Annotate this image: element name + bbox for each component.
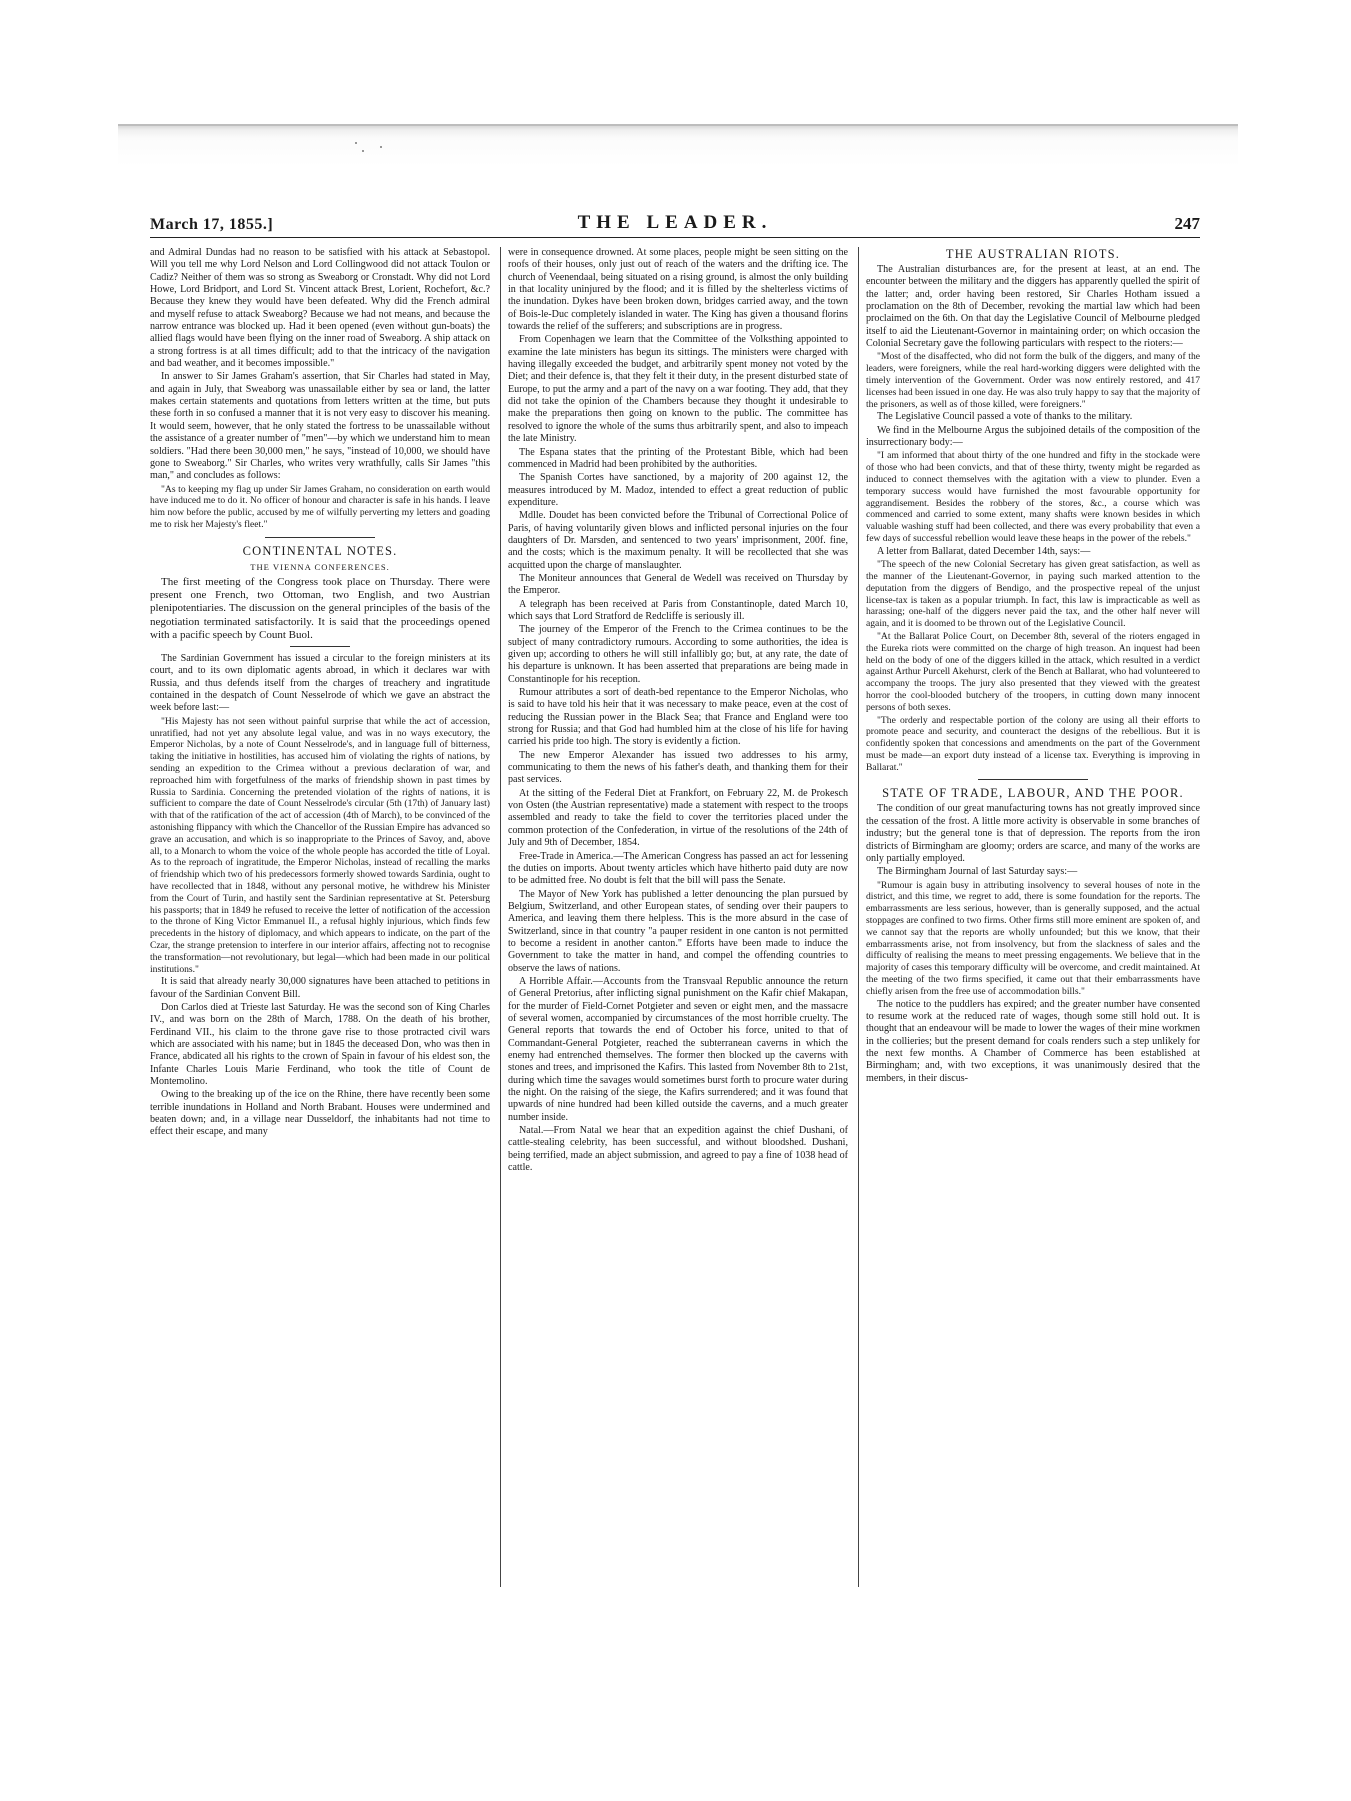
paragraph: A telegraph has been received at Paris from Constantinople, dated March 10, which says that Lord Stratford de Redcliffe is seriously ill. [508,598,848,622]
paragraph: A letter from Ballarat, dated December 14th, says:— [877,545,1091,557]
scan-speck [355,142,357,144]
section-rule [290,646,350,647]
paragraph: Free-Trade in America.—The American Congress has passed an act for lessening the duties on imports. About twenty articles which have hitherto paid duty are now to be admitted free. No doubt is felt that the bill will pass the Senate. [508,850,848,887]
column-2 [508,247,848,1175]
quoted-paragraph: "The speech of the new Colonial Secretary has given great satisfaction, as well as the manner of the Lieutenant-Governor, in paying such marked attention to the deputation from the diggers of Bendigo, and the prospective repeal of the unjust license-tax is taken as a popular triumph. In fact, this law is impracticable as well as harassing; one-half of the diggers never paid the tax, and the other half never will again, and it is doomed to be thrown out of the Legislative Council. [866,559,1200,630]
paragraph: From Copenhagen we learn that the Committee of the Volksthing appointed to examine the late ministers has begun its sittings. The ministers were charged with having illegally exceeded the budget, and arbitrarily spent money not voted by the Diet; and their defence is, that they felt it their duty, in the present disturbed state of Europe, to put the army and a part of the navy on a war footing. They add, that they did not take the opinion of the Chambers because they thought it undesirable to make the preparations then going on known to the public. The committee has resolved to ignore the whole of the sums thus arbitrarily spent, and also to impeach the late Ministry. [508,334,848,445]
page-header [150,208,1200,238]
paragraph: In answer to Sir James Graham's assertion, that Sir Charles had stated in May, and again in July, that Sweaborg was unassailable either by sea or land, the latter makes certain statements and quotations from letters written at the time, but puts these forth in so confused a manner that it is not very easy to discover his meaning. It would seem, however, that he only stated the fortress to be unassailable without the assistance of a greater number of "men"—by which we understand him to mean soldiers. "Had there been 30,000 men," he says, "instead of 10,000, we should have gone to Sweaborg." Sir Charles, who writes very wrathfully, calls Sir James "this man," and concludes as follows: [150,371,490,482]
paragraph: The Legislative Council passed a vote of thanks to the military. [877,411,1133,423]
paragraph: The journey of the Emperor of the French to the Crimea continues to be the subject of many contradictory rumours. According to some authorities, the idea is given up; according to others he will still infallibly go; but, at any rate, the date of his departure is unknown. It has been asserted that preparations are being made in Constantinople for his reception. [508,624,848,685]
paragraph: The Sardinian Government has issued a circular to the foreign ministers at its court, and to its own diplomatic agents abroad, in which it declares war with Russia, and thus defends itself from the charges of treachery and ingratitude contained in the despatch of Count Nesselrode of which we gave an abstract the week before last:— [150,653,490,714]
scan-speck [380,146,382,148]
column-1 [150,247,490,1140]
paragraph: were in consequence drowned. At some places, people might be seen sitting on the roofs of their houses, only just out of reach of the waters and the drifting ice. The church of Veenendaal, being situated on a rising ground, is almost the only building in that locality uninjured by the flood; and it is filled by the shelterless victims of the inundation. Dykes have been broken down, bridges carried away, and the town of Bois-le-Duc completely islanded in water. The King has given a thousand florins towards the relief of the sufferers; and subscriptions are in progress. [508,247,848,333]
quoted-paragraph: "I am informed that about thirty of the one hundred and fifty in the stockade were of those who had been convicts, and that of these thirty, twenty might be regarded as induced to connect themselves with the agitation with a view to plunder. Even a temporary success would have furnished the most favourable opportunity for aggrandisement. Besides the robbery of the stores, &c., a course which was commenced and carried to some extent, many shafts were known besides in which valuable washing stuff had been collected, and there was every probability that even a few days of successful rebellion would leave these heaps in the power of the rebels." [866,450,1200,544]
paragraph: The condition of our great manufacturing towns has not greatly improved since the cessation of the frost. A little more activity is observable in some branches of industry; but the general tone is that of depression. The reports from the iron districts of Birmingham are gloomy; orders are scarce, and many of the works are only partially employed. [866,803,1200,864]
paragraph: and Admiral Dundas had no reason to be satisfied with his attack at Sebastopol. Will you tell me why Lord Nelson and Lord Collingwood did not attack Toulon or Cadiz? Neither of them was so strong as Sweaborg or Cronstadt. Why did not Lord Howe, Lord Bridport, and Lord St. Vincent attack Brest, Lorient, Rochefort, &c.? Because they knew they would have been defeated. Why did the French admiral and myself refuse to attack Sweaborg? Because we had not means, and because the narrow entrance was blocked up. Had it been opened (even without gun-boats) the allied flags would have been flying on the inner road of Sweaborg. A ship attack on a strong fortress is at all times difficult; add to that the intricacy of the navigation and bad weather, and it becomes impossible." [150,247,490,370]
quoted-paragraph: "Most of the disaffected, who did not form the bulk of the diggers, and many of the leaders, were foreigners, while the real hard-working diggers were delighted with the timely intervention of the Government. Order was now entirely restored, and 417 licenses had been issued in one day. He was also truly happy to say that the majority of the prisoners, as well as of those killed, were foreigners." [866,351,1201,410]
paragraph: Mdlle. Doudet has been convicted before the Tribunal of Correctional Police of Paris, of having voluntarily given blows and inflicted personal injuries on the four daughters of Dr. Marsden, and sentenced to two years' imprisonment, 200f. fine, and the costs; which is the maximum penalty. It will be recollected that she was acquitted upon the charge of manslaughter. [508,510,848,571]
paragraph: The Spanish Cortes have sanctioned, by a majority of 200 against 12, the measures introduced by M. Madoz, intended to effect a great reduction of public expenditure. [508,472,848,508]
quoted-paragraph: "At the Ballarat Police Court, on December 8th, several of the rioters engaged in the Eureka riots were committed on the charge of high treason. An inquest had been held on the body of one of the diggers killed in the attack, which resulted in a verdict against Arthur Purcell Akehurst, clerk of the Bench at Ballarat, who had volunteered to accompany the troops. The jury also presented that they viewed with the greatest horror the cool-blooded butchery of the troopers, in cutting down many innocent persons of both sexes. [866,630,1200,713]
column-divider [500,247,501,1587]
paragraph: Don Carlos died at Trieste last Saturday. He was the second son of King Charles IV., and was born on the 28th of March, 1788. On the death of his brother, Ferdinand VII., his claim to the throne gave rise to those protracted civil wars which are associated with his name; but in 1845 the deceased Don, who was then in France, abdicated all his rights to the crown of Spain in favour of his eldest son, the Infante Charles Louis Marie Ferdinand, who took the title of Count de Montemolino. [150,1002,490,1088]
scan-speck [362,150,364,152]
quoted-paragraph: "The orderly and respectable portion of the colony are using all their efforts to promote peace and security, and counteract the designs of the rebellious. But it is confidently spoken that concessions and amendments on the part of the Government must be made—an export duty instead of a license tax. Everything is improving in Ballarat." [866,714,1200,773]
paragraph: Natal.—From Natal we hear that an expedition against the chief Dushani, of cattle-stealing celebrity, has been successful, and without bloodshed. Dushani, being terrified, made an abject submission, and agreed to pay a fine of 1038 head of cattle. [508,1125,848,1174]
section-heading-continental-notes: CONTINENTAL NOTES. [242,543,398,558]
paragraph: It is said that already nearly 30,000 signatures have been attached to petitions in favour of the Sardinian Convent Bill. [150,976,490,1000]
paragraph: At the sitting of the Federal Diet at Frankfort, on February 22, M. de Prokesch von Osten (the Austrian representative) made a statement with respect to the troops assembled and ready to take the field to cover the territories placed under the common protection of the Confederation, in virtue of the resolutions of the 24th of July and 9th of December, 1854. [508,787,848,849]
paragraph: The new Emperor Alexander has issued two addresses to his army, communicating to them the news of his father's death, and thanking them for their past services. [508,749,848,786]
masthead-title: THE LEADER. [577,212,773,233]
paragraph: The Australian disturbances are, for the present at least, at an end. The encounter between the military and the diggers has apparently quelled the spirit of the latter; and, order having been restored, Sir Charles Hotham issued a proclamation on the 8th of December, revoking the martial law which had been proclaimed on the 6th. On that day the Legislative Council of Melbourne pledged itself to aid the Lieutenant-Governor in maintaining order; on which occasion the Colonial Secretary gave the following particulars with respect to the rioters:— [866,264,1200,350]
paragraph: The Birmingham Journal of last Saturday says:— [877,866,1078,878]
paragraph: A Horrible Affair.—Accounts from the Transvaal Republic announce the return of General Pretorius, after inflicting signal punishment on the Kafir chief Makapan, for the murder of Field-Cornet Potgieter and seven or eight men, and the massacre of several women, accompanied by circumstances of the most horrible cruelty. The General reports that towards the end of October his force, united to that of Commandant-General Potgieter, reached the subterranean caverns in which the enemy had entrenched themselves. The former then blocked up the caverns with stones and trees, and imprisoned the Kafirs. This lasted from November 8th to 21st, during which time the savages would sometimes burst forth to procure water during the night. On the raising of the siege, the Kafirs surrendered; and it was found that upwards of nine hundred had been killed outside the caverns, and a much greater number inside. [508,975,848,1123]
paragraph: The Moniteur announces that General de Wedell was received on Thursday by the Emperor. [508,572,848,597]
column-divider [858,247,859,1587]
paragraph: We find in the Melbourne Argus the subjoined details of the composition of the insurrectionary body:— [866,424,1200,449]
paragraph: Rumour attributes a sort of death-bed repentance to the Emperor Nicholas, who is said to have told his heir that it was necessary to make peace, even at the cost of reducing the Russian power in the Black Sea; that France and England were too strong for Russia; and that God had humbled him at the close of his life for having carried his pride too high. The story is evidently a fiction. [508,687,848,748]
paragraph: Owing to the breaking up of the ice on the Rhine, there have recently been some terrible inundations in Holland and North Brabant. Houses were undermined and beaten down; and, in a village near Dusseldorf, the inhabitants had not time to effect their escape, and many [150,1089,490,1138]
quoted-paragraph: "His Majesty has not seen without painful surprise that while the act of accession, unratified, had not yet any absolute legal value, and was in no ways executory, the Emperor Nicholas, by a note of Count Nesselrode's, and in language full of bitterness, taking the initiative in hostilities, has accused him of violating the rights of nations, by sending an expedition to the Crimea without a previous declaration of war, and reproached him with forgetfulness of the marks of friendship shown in past times by Russia to Sardinia. Concerning the pretended violation of the rights of nations, it is sufficient to compare the date of Count Nesselrode's circular (5th (17th) of January last) with that of the ratification of the act of accession (4th of March), to be convinced of the astonishing flippancy with which the Chancellor of the Russian Empire has advanced so grave an accusation, and which is so inappropriate to the Princes of Savoy, and, above all, to a Monarch to whom the voice of the whole people has accorded the title of Loyal. As to the reproach of ingratitude, the Emperor Nicholas, instead of recalling the marks of friendship which two of his predecessors formerly showed towards Sardinia, ought to have recollected that in 1848, without any personal motive, he withdrew his Minister from the Court of Turin, and hastily sent the Sardinian representative at St. Petersburg his passports; that in 1849 he refused to receive the letter of notification of the accession to the throne of King Victor Emmanuel II., a refusal highly injurious, which finds few precedents in the history of diplomacy, and which appears to indicate, on the part of the Czar, the strange pretension to interfere in our interior affairs, affecting not to recognise the transformation—not revolutionary, but legal—which had been made in our political institutions." [150,715,490,975]
section-rule [978,779,1088,780]
quoted-paragraph: "As to keeping my flag up under Sir James Graham, no consideration on earth would have induced me to do it. No officer of honour and character is safe in his hands. I leave him now before the public, accused by me of wilfully perverting my letters and goading me to risk her Majesty's fleet." [150,483,490,530]
paragraph: The Espana states that the printing of the Protestant Bible, which had been commenced in Madrid had been prohibited by the authorities. [508,446,848,470]
paragraph: The notice to the puddlers has expired; and the greater number have consented to resume work at the reduced rate of wages, though some still hold out. It is thought that an endeavour will be made to lower the wages of their mine workmen in the collieries; but the present demand for coals renders such a step unlikely for the next few months. A Chamber of Commerce has been established at Birmingham; and, with two exceptions, it was unanimously desired that the members, in their discus- [866,998,1200,1084]
subheading-vienna-conferences: THE VIENNA CONFERENCES. [250,561,390,572]
section-heading-state-of-trade: STATE OF TRADE, LABOUR, AND THE POOR. [882,786,1184,801]
page-number: 247 [1174,214,1200,233]
column-3 [866,247,1200,1086]
quoted-paragraph: "Rumour is again busy in attributing insolvency to several houses of note in the district, and this time, we regret to add, there is some foundation for the reports. The embarrassments are less serious, however, than is generally supposed, and the actual stoppages are confined to two firms. Other firms still more eminent are spoken of, and we cannot say that the reports are wholly unfounded; but this we know, that their embarrassments arise, not from insolvency, but from the slackness of sales and the difficulty of realising the means to meet pressing engagements. We believe that in the majority of cases this temporary difficulty will be overcome, and credit maintained. At the meeting of the two firms specified, it came out that their embarrassments have chiefly arisen from the free use of accommodation bills." [866,879,1200,997]
paragraph: The first meeting of the Congress took place on Thursday. There were present one French, two Ottoman, two English, and two Austrian plenipotentiaries. The discussion on the general principles of the basis of the negotiation terminated satisfactorily. It is said that the proceedings opened with a pacific speech by Count Buol. [150,576,490,641]
section-rule [265,537,375,538]
issue-date: March 17, 1855.] [150,216,274,233]
paragraph: The Mayor of New York has published a letter denouncing the plan pursued by Belgium, Switzerland, and other European states, of sending over their paupers to America, and leaving them there helpless. This is the more absurd in the case of Switzerland, since in that country "a pauper resident in one canton is not permitted to become a resident in another canton." Efforts have been made to induce the Government to take the matter in hand, and compel the offending countries to observe the laws of nations. [508,888,848,974]
section-heading-australian-riots: THE AUSTRALIAN RIOTS. [945,247,1121,261]
